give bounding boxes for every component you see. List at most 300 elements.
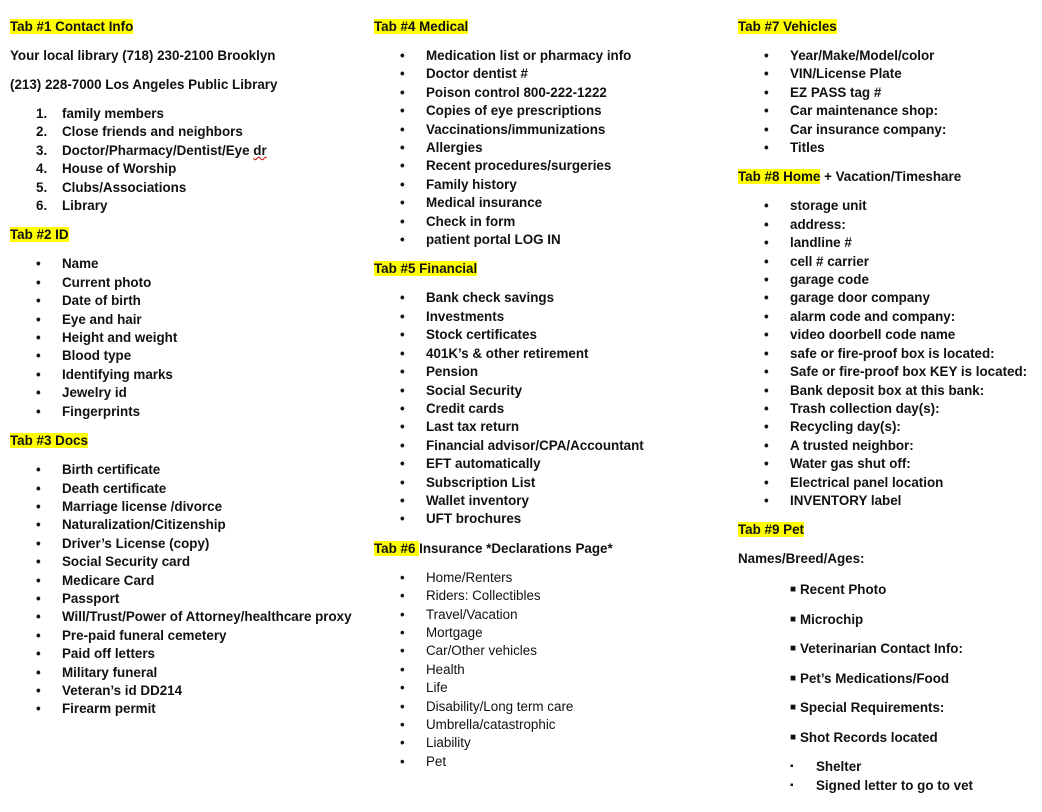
bullet-icon: • <box>400 140 405 156</box>
list-item <box>374 455 729 473</box>
list-item-text: Mortgage <box>426 624 483 640</box>
tab2-heading: Tab #2 ID <box>10 227 69 243</box>
bullet-icon: • <box>36 554 41 570</box>
list-item <box>374 474 729 492</box>
list-item-text: Bank deposit box at this bank: <box>790 382 985 398</box>
tab5-heading: Tab #5 Financial <box>374 261 478 277</box>
list-item <box>10 292 360 310</box>
bullet-icon: • <box>400 158 405 174</box>
list-item <box>374 661 729 679</box>
list-item-text: EZ PASS tag # <box>790 84 882 100</box>
list-item-text: address: <box>790 216 846 232</box>
list-item-text: Death certificate <box>62 480 167 496</box>
bullet-icon: • <box>36 682 41 698</box>
list-item-text: Health <box>426 661 465 677</box>
list-item <box>374 642 729 660</box>
list-item <box>10 535 360 553</box>
list-item-text: Firearm permit <box>62 701 156 717</box>
bullet-icon: • <box>36 609 41 625</box>
list-item <box>374 326 729 344</box>
list-item-text: Titles <box>790 140 825 156</box>
bullet-icon: • <box>400 492 405 508</box>
list-item-text: patient portal LOG IN <box>426 232 561 248</box>
column-2 <box>374 18 729 771</box>
list-item-text: cell # carrier <box>790 253 869 269</box>
list-item <box>738 84 1038 102</box>
bullet-icon: • <box>400 213 405 229</box>
bullet-icon: • <box>400 680 405 696</box>
list-item-text: Year/Make/Model/color <box>790 48 935 63</box>
bullet-icon: • <box>400 624 405 640</box>
list-item-text: Copies of eye prescriptions <box>426 103 602 119</box>
bullet-icon: • <box>400 474 405 490</box>
bullet-icon: • <box>764 492 769 508</box>
list-item-text: Poison control 800-222-1222 <box>426 84 607 100</box>
list-item <box>10 572 360 590</box>
bullet-icon: • <box>764 290 769 306</box>
tab3-list <box>10 461 360 719</box>
list-item-text: 401K’s & other retirement <box>426 345 589 361</box>
list-item <box>374 176 729 194</box>
tab1-numbered-list <box>10 105 360 215</box>
list-item-text: Liability <box>426 735 471 751</box>
list-item <box>10 700 360 718</box>
list-item-text: Height and weight <box>62 330 178 346</box>
list-item <box>374 679 729 697</box>
list-item-text: safe or fire-proof box is located: <box>790 345 995 361</box>
bullet-icon: • <box>36 274 41 290</box>
list-item-text: Medication list or pharmacy info <box>426 48 632 63</box>
bullet-icon: • <box>36 256 41 272</box>
list-item <box>738 139 1038 157</box>
bullet-icon: • <box>36 701 41 717</box>
list-item-text: Doctor dentist # <box>426 66 528 82</box>
list-item-text: Driver’s License (copy) <box>62 535 210 551</box>
list-item-text: Birth certificate <box>62 462 161 478</box>
list-item <box>374 716 729 734</box>
list-item <box>374 308 729 326</box>
list-item <box>738 47 1038 65</box>
list-item <box>10 516 360 534</box>
list-item <box>374 194 729 212</box>
bullet-icon: • <box>400 103 405 119</box>
bullet-icon: • <box>764 400 769 416</box>
bullet-icon: • <box>400 606 405 622</box>
column-3 <box>738 18 1038 795</box>
list-item <box>374 289 729 307</box>
bullet-icon: • <box>36 646 41 662</box>
list-item-text: Umbrella/catastrophic <box>426 717 556 732</box>
bullet-icon: • <box>36 311 41 327</box>
list-item-text: Veteran’s id DD214 <box>62 682 183 698</box>
list-item <box>738 664 1038 694</box>
list-item <box>738 102 1038 120</box>
list-item <box>738 693 1038 723</box>
list-item-text: landline # <box>790 235 852 251</box>
list-item-text: Family history <box>426 176 517 192</box>
list-item <box>10 461 360 479</box>
bullet-icon: • <box>36 366 41 382</box>
list-item <box>374 569 729 587</box>
tab5-list <box>374 289 729 528</box>
list-item <box>738 605 1038 635</box>
list-item <box>738 400 1038 418</box>
list-item-text: Eye and hair <box>62 311 142 327</box>
list-item-text: Library <box>62 198 108 214</box>
list-item <box>374 102 729 120</box>
bullet-icon: • <box>400 308 405 324</box>
bullet-icon: • <box>400 419 405 435</box>
list-item <box>374 418 729 436</box>
list-item-text: Close friends and neighbors <box>62 124 243 140</box>
list-item-text: UFT brochures <box>426 511 522 527</box>
list-item <box>10 123 360 141</box>
list-item-text: House of Worship <box>62 161 177 177</box>
list-item <box>10 366 360 384</box>
list-item <box>10 682 360 700</box>
list-item-text: VIN/License Plate <box>790 66 902 82</box>
list-item-text: storage unit <box>790 198 867 214</box>
list-item-text: Naturalization/Citizenship <box>62 517 226 533</box>
list-item <box>738 121 1038 139</box>
bullet-icon: • <box>400 511 405 527</box>
list-item <box>738 382 1038 400</box>
list-item <box>738 345 1038 363</box>
list-item <box>10 480 360 498</box>
list-item-text: Travel/Vacation <box>426 606 518 622</box>
list-item <box>738 474 1038 492</box>
bullet-icon: • <box>764 198 769 214</box>
list-item <box>738 289 1038 307</box>
bullet-icon: • <box>400 195 405 211</box>
bullet-icon: • <box>764 103 769 119</box>
list-item-text: Marriage license /divorce <box>62 498 223 514</box>
list-item-text: Date of birth <box>62 293 141 309</box>
list-item <box>374 587 729 605</box>
bullet-icon: • <box>36 348 41 364</box>
bullet-icon: • <box>36 480 41 496</box>
list-item-text: Water gas shut off: <box>790 456 911 472</box>
bullet-icon: • <box>400 735 405 751</box>
bullet-icon: • <box>764 272 769 288</box>
list-item <box>374 47 729 65</box>
bullet-icon: • <box>400 643 405 659</box>
bullet-icon: • <box>764 327 769 343</box>
column-1 <box>10 18 360 719</box>
list-item <box>374 492 729 510</box>
bullet-icon: • <box>764 419 769 435</box>
list-item-text: Veterinarian Contact Info: <box>800 641 963 657</box>
list-item <box>10 160 360 178</box>
list-item-text: Vaccinations/immunizations <box>426 121 606 137</box>
list-item-text: Blood type <box>62 348 132 364</box>
bullet-icon: • <box>764 121 769 137</box>
list-item-text: Clubs/Associations <box>62 179 187 195</box>
bullet-icon: • <box>36 572 41 588</box>
list-item <box>374 753 729 771</box>
list-item-text: Investments <box>426 308 505 324</box>
list-item <box>374 84 729 102</box>
bullet-icon: • <box>764 253 769 269</box>
tab9-list <box>738 575 1038 752</box>
list-item-text: Car insurance company: <box>790 121 947 137</box>
list-item-text: Pet’s Medications/Food <box>800 670 950 686</box>
list-item-text: Paid off letters <box>62 646 156 662</box>
list-item <box>738 455 1038 473</box>
list-item <box>738 197 1038 215</box>
bullet-icon: • <box>764 308 769 324</box>
list-item-text: Identifying marks <box>62 366 173 382</box>
list-item <box>738 271 1038 289</box>
bullet-icon: • <box>764 437 769 453</box>
list-item <box>374 624 729 642</box>
list-item <box>738 216 1038 234</box>
bullet-icon: • <box>764 216 769 232</box>
bullet-icon: • <box>764 382 769 398</box>
list-item-text: Check in form <box>426 213 516 229</box>
list-item-text: Will/Trust/Power of Attorney/healthcare proxy <box>62 609 352 625</box>
square-bullet-icon: ■ <box>790 584 797 596</box>
list-item-text: Wallet inventory <box>426 492 529 508</box>
list-item <box>738 308 1038 326</box>
bullet-icon: • <box>36 517 41 533</box>
list-item <box>10 255 360 273</box>
list-item-text: Fingerprints <box>62 403 141 419</box>
list-number: 6. <box>36 198 48 214</box>
list-item <box>10 590 360 608</box>
list-item <box>374 400 729 418</box>
list-item <box>374 213 729 231</box>
list-item <box>738 575 1038 605</box>
list-item <box>10 608 360 626</box>
list-item-text: Pension <box>426 364 479 380</box>
list-item <box>738 723 1038 753</box>
list-item-text: Riders: Collectibles <box>426 588 541 604</box>
list-item-text: Stock certificates <box>426 327 537 343</box>
bullet-icon: • <box>400 232 405 248</box>
bullet-icon: • <box>400 661 405 677</box>
square-bullet-icon: ▪ <box>790 761 794 773</box>
list-item-text: Safe or fire-proof box KEY is located: <box>790 364 1028 380</box>
list-item <box>374 121 729 139</box>
bullet-icon: • <box>764 456 769 472</box>
bullet-icon: • <box>400 753 405 769</box>
bullet-icon: • <box>764 48 769 63</box>
list-item-text: Financial advisor/CPA/Accountant <box>426 437 644 453</box>
tab9-sublist <box>738 758 1038 795</box>
list-item <box>738 418 1038 436</box>
square-bullet-icon: ■ <box>790 731 797 743</box>
bullet-icon: • <box>400 364 405 380</box>
list-item <box>738 437 1038 455</box>
list-item-text: Microchip <box>800 611 864 627</box>
list-item <box>374 65 729 83</box>
bullet-icon: • <box>36 664 41 680</box>
bullet-icon: • <box>400 66 405 82</box>
bullet-icon: • <box>764 140 769 156</box>
list-item-text: Shot Records located <box>800 729 938 745</box>
tab8-list <box>738 197 1038 510</box>
library-la-line: (213) 228-7000 Los Angeles Public Library <box>10 77 278 92</box>
list-item-text: Recent procedures/surgeries <box>426 158 612 174</box>
bullet-icon: • <box>400 290 405 306</box>
tab9-heading: Tab #9 Pet <box>738 522 804 538</box>
tab8-heading: Tab #8 Home + Vacation/Timeshare <box>738 169 962 185</box>
list-item-text: Special Requirements: <box>800 700 945 716</box>
list-item-text: Trash collection day(s): <box>790 400 940 416</box>
list-item-text: A trusted neighbor: <box>790 437 914 453</box>
list-item <box>374 510 729 528</box>
tab1-heading: Tab #1 Contact Info <box>10 19 134 34</box>
list-item <box>10 329 360 347</box>
bullet-icon: • <box>400 698 405 714</box>
list-item-text: Social Security <box>426 382 523 398</box>
list-item-text: Pet <box>426 753 447 769</box>
list-item <box>10 197 360 215</box>
pet-names-line: Names/Breed/Ages: <box>738 551 865 567</box>
bullet-icon: • <box>36 627 41 643</box>
square-bullet-icon: ■ <box>790 613 797 625</box>
square-bullet-icon: ■ <box>790 702 797 714</box>
tab3-heading: Tab #3 Docs <box>10 433 88 449</box>
list-item <box>374 734 729 752</box>
bullet-icon: • <box>764 345 769 361</box>
tab6-list <box>374 569 729 771</box>
list-item-text: Disability/Long term care <box>426 698 574 714</box>
bullet-icon: • <box>36 330 41 346</box>
list-item-text: Bank check savings <box>426 290 555 306</box>
list-item-text: Subscription List <box>426 474 536 490</box>
list-item-text: Medicare Card <box>62 572 155 588</box>
list-number: 2. <box>36 124 48 140</box>
list-number: 3. <box>36 142 48 158</box>
list-item <box>374 139 729 157</box>
list-item-text: INVENTORY label <box>790 492 902 508</box>
list-item-text: video doorbell code name <box>790 327 956 343</box>
bullet-icon: • <box>400 345 405 361</box>
list-item-text: Car/Other vehicles <box>426 643 537 659</box>
list-item <box>738 777 1038 795</box>
list-item <box>738 363 1038 381</box>
list-item-text: Car maintenance shop: <box>790 103 939 119</box>
list-item-text: Current photo <box>62 274 152 290</box>
bullet-icon: • <box>764 235 769 251</box>
bullet-icon: • <box>36 462 41 478</box>
list-item <box>374 157 729 175</box>
list-item <box>738 253 1038 271</box>
list-number: 1. <box>36 106 48 121</box>
tab7-heading: Tab #7 Vehicles <box>738 19 837 34</box>
tab7-list <box>738 47 1038 157</box>
list-item <box>10 142 360 160</box>
bullet-icon: • <box>764 364 769 380</box>
list-item <box>738 234 1038 252</box>
list-item <box>10 274 360 292</box>
bullet-icon: • <box>400 48 405 63</box>
list-item <box>738 758 1038 776</box>
list-item-text: Shelter <box>816 759 862 775</box>
list-item-text: Last tax return <box>426 419 520 435</box>
list-item <box>738 326 1038 344</box>
tab2-list <box>10 255 360 421</box>
square-bullet-icon: ■ <box>790 643 797 655</box>
bullet-icon: • <box>400 121 405 137</box>
list-item <box>374 606 729 624</box>
tab6-heading: Tab #6 Insurance *Declarations Page* <box>374 540 613 556</box>
list-item <box>374 698 729 716</box>
list-item-text: garage door company <box>790 290 930 306</box>
list-item-text: Electrical panel location <box>790 474 944 490</box>
list-item-text: Pre-paid funeral cemetery <box>62 627 227 643</box>
list-item-text: Name <box>62 256 99 272</box>
list-item-text: Credit cards <box>426 400 505 416</box>
bullet-icon: • <box>400 327 405 343</box>
bullet-icon: • <box>400 84 405 100</box>
bullet-icon: • <box>764 474 769 490</box>
bullet-icon: • <box>400 382 405 398</box>
bullet-icon: • <box>36 293 41 309</box>
bullet-icon: • <box>764 84 769 100</box>
bullet-icon: • <box>36 385 41 401</box>
spellcheck-word: dr <box>253 142 267 158</box>
list-item <box>10 105 360 123</box>
list-item-text: Medical insurance <box>426 195 543 211</box>
bullet-icon: • <box>400 400 405 416</box>
bullet-icon: • <box>36 590 41 606</box>
list-item <box>738 65 1038 83</box>
list-item <box>374 382 729 400</box>
square-bullet-icon: ■ <box>790 672 797 684</box>
list-item <box>374 437 729 455</box>
list-item-text: Doctor/Pharmacy/Dentist/Eye <box>62 142 254 158</box>
bullet-icon: • <box>400 437 405 453</box>
bullet-icon: • <box>764 66 769 82</box>
list-item-text: Life <box>426 680 448 696</box>
bullet-icon: • <box>36 403 41 419</box>
list-item <box>10 664 360 682</box>
bullet-icon: • <box>400 588 405 604</box>
square-bullet-icon: ▪ <box>790 779 794 791</box>
list-item-text: Passport <box>62 590 120 606</box>
list-item-text: EFT automatically <box>426 456 541 472</box>
list-number: 4. <box>36 161 48 177</box>
list-item <box>10 311 360 329</box>
list-item-text: Allergies <box>426 140 483 156</box>
list-item <box>10 627 360 645</box>
tab4-heading: Tab #4 Medical <box>374 19 469 34</box>
list-item <box>374 231 729 249</box>
library-brooklyn-line: Your local library (718) 230-2100 Brooklyn <box>10 48 276 63</box>
list-item-text: Jewelry id <box>62 385 127 401</box>
list-item <box>10 645 360 663</box>
list-item <box>10 553 360 571</box>
list-item-text: Recycling day(s): <box>790 419 901 435</box>
list-number: 5. <box>36 179 48 195</box>
list-item <box>738 492 1038 510</box>
tab4-list <box>374 47 729 249</box>
list-item <box>10 498 360 516</box>
bullet-icon: • <box>400 569 405 585</box>
list-item-text: Recent Photo <box>800 582 887 598</box>
list-item-text: Social Security card <box>62 554 191 570</box>
list-item-text: Military funeral <box>62 664 158 680</box>
list-item <box>738 634 1038 664</box>
list-item <box>374 363 729 381</box>
bullet-icon: • <box>400 176 405 192</box>
list-item <box>10 403 360 421</box>
list-item <box>374 345 729 363</box>
list-item-text: alarm code and company: <box>790 308 956 324</box>
